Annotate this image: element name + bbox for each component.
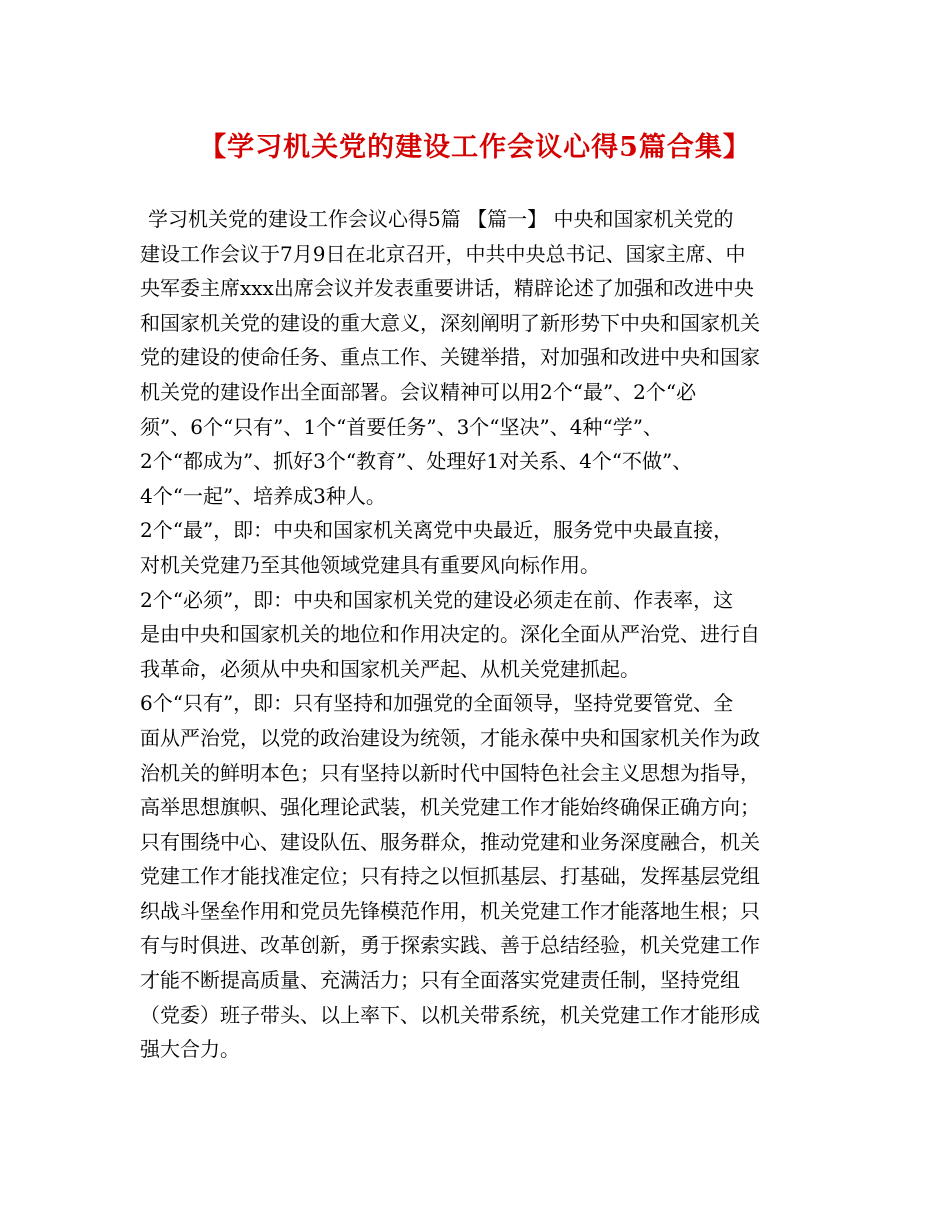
text-line: 只有围绕中心、建设队伍、服务群众，推动党建和业务深度融合，机关 (140, 829, 760, 854)
text-line: （党委）班子带头、以上率下、以机关带系统，机关党建工作才能形成 (140, 1002, 760, 1027)
text-line: 2个“必须”，即：中央和国家机关党的建设必须走在前、作表率，这 (140, 587, 734, 612)
text-line: 有与时俱进、改革创新，勇于探索实践、善于总结经验，机关党建工作 (140, 933, 760, 958)
text-line: 机关党的建设作出全面部署。会议精神可以用2个“最”、2个“必 (140, 379, 697, 404)
text-line: 须”、6个“只有”、1个“首要任务”、3个“坚决”、4种“学”、 (140, 414, 663, 439)
text-line: 织战斗堡垒作用和党员先锋模范作用，机关党建工作才能落地生根；只 (140, 898, 760, 923)
text-line: 强大合力。 (140, 1037, 240, 1062)
text-line: 我革命，必须从中央和国家机关严起、从机关党建抓起。 (140, 656, 640, 681)
text-line: 对机关党建乃至其他领域党建具有重要风向标作用。 (140, 552, 600, 577)
document-title: 【学习机关党的建设工作会议心得5篇合集】 (199, 132, 751, 163)
text-line: 治机关的鲜明本色；只有坚持以新时代中国特色社会主义思想为指导， (140, 760, 760, 785)
text-line: 学习机关党的建设工作会议心得5篇 【篇一】 中央和国家机关党的 (148, 207, 734, 231)
text-line: 党建工作才能找准定位；只有持之以恒抓基层、打基础，发挥基层党组 (140, 864, 760, 889)
text-line: 央军委主席xxx出席会议并发表重要讲话，精辟论述了加强和改进中央 (140, 276, 754, 301)
text-line: 2个“最”，即：中央和国家机关离党中央最近，服务党中央最直接， (140, 518, 734, 543)
text-line: 面从严治党，以党的政治建设为统领，才能永葆中央和国家机关作为政 (140, 725, 760, 750)
text-line: 2个“都成为”、抓好3个“教育”、处理好1对关系、4个“不做”、 (140, 449, 693, 474)
text-line: 和国家机关党的建设的重大意义，深刻阐明了新形势下中央和国家机关 (140, 310, 760, 335)
text-line: 6个“只有”，即：只有坚持和加强党的全面领导，坚持党要管党、全 (140, 691, 734, 716)
text-line: 建设工作会议于7月9日在北京召开，中共中央总书记、国家主席、中 (140, 241, 746, 266)
text-line: 4个“一起”、培养成3种人。 (140, 483, 386, 508)
document-body (140, 202, 830, 1067)
text-line: 高举思想旗帜、强化理论武装，机关党建工作才能始终确保正确方向； (140, 795, 760, 820)
text-line: 才能不断提高质量、充满活力；只有全面落实党建责任制，坚持党组 (140, 968, 740, 993)
text-line: 是由中央和国家机关的地位和作用决定的。深化全面从严治党、进行自 (140, 622, 760, 647)
text-line: 党的建设的使命任务、重点工作、关键举措，对加强和改进中央和国家 (140, 345, 760, 370)
